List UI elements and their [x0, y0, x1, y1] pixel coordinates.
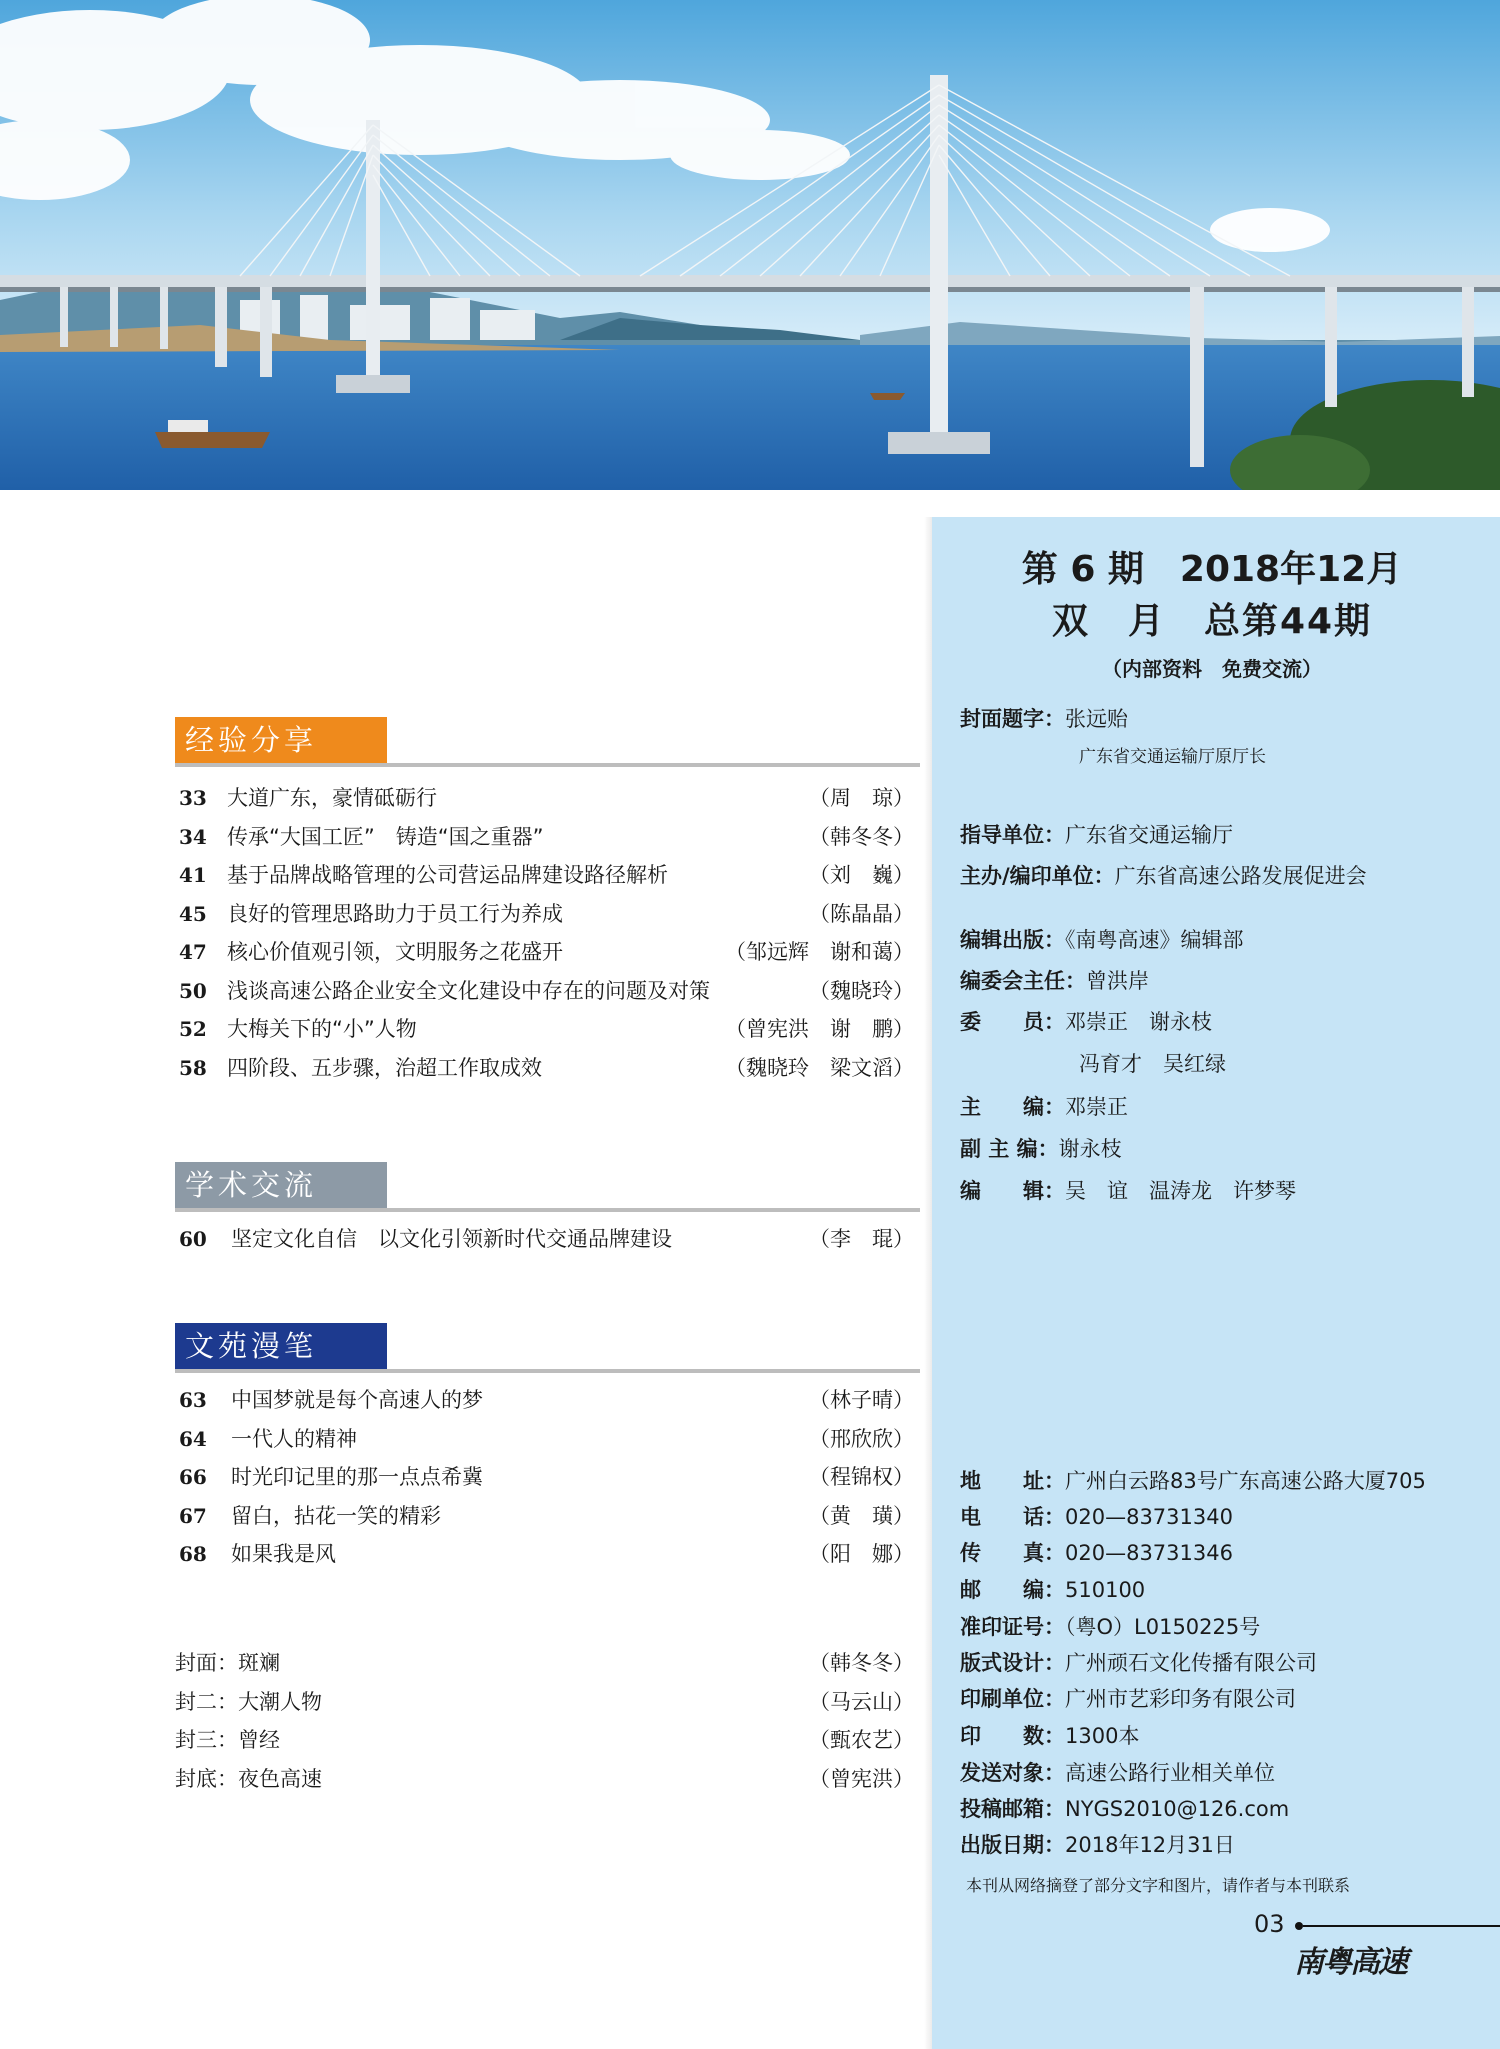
contact-phone: [960, 1501, 1233, 1531]
cover-title-credit: [960, 703, 1128, 733]
contact-postcode: [960, 1574, 1145, 1604]
contact-email[interactable]: [960, 1793, 1289, 1823]
toc-author: （李 琨）: [809, 1227, 914, 1251]
contact-label: 邮 编：: [960, 1578, 1065, 1602]
contact-label: 版式设计：: [960, 1651, 1065, 1675]
cover-credit-author: （甄农艺）: [809, 1728, 914, 1752]
toc-row[interactable]: [175, 1458, 920, 1497]
host-value: 广东省高速公路发展促进会: [1114, 864, 1367, 888]
contact-label: 印刷单位：: [960, 1687, 1065, 1711]
committee-value: 曾洪岸: [1086, 969, 1149, 993]
deputy-editor: [960, 1133, 1122, 1163]
toc-title: 基于品牌战略管理的公司营运品牌建设路径解析: [227, 863, 668, 887]
section-academic: [175, 1162, 920, 1259]
contact-label: 地 址：: [960, 1469, 1065, 1493]
issue-note: （内部资料 免费交流）: [1102, 657, 1322, 681]
panel-edge-shadow: [924, 517, 932, 2049]
editors-label: 编 辑：: [960, 1179, 1065, 1203]
toc-author: （程锦权）: [809, 1465, 914, 1489]
contact-value: 广州顽石文化传播有限公司: [1065, 1651, 1317, 1675]
section-rule: [175, 1369, 920, 1373]
publisher-value: 《南粤高速》编辑部: [1065, 928, 1244, 952]
host-label: 主办/编印单位：: [960, 864, 1115, 888]
toc-title: 核心价值观引领，文明服务之花盛开: [227, 940, 563, 964]
toc-page: 63: [179, 1388, 207, 1412]
contact-value: 广州市艺彩印务有限公司: [1065, 1687, 1296, 1711]
contact-value: 2018年12月31日: [1065, 1833, 1235, 1857]
contact-value: 1300本: [1065, 1724, 1140, 1748]
host-unit: [960, 860, 1367, 890]
toc-page: 52: [179, 1017, 207, 1041]
section-rule: [175, 763, 920, 767]
section-heading: 学术交流: [185, 1168, 318, 1202]
toc-row[interactable]: [175, 1010, 920, 1049]
toc-author: （魏晓玲 梁文滔）: [725, 1055, 914, 1080]
guide-label: 指导单位：: [960, 823, 1065, 847]
toc-title: 时光印记里的那一点点希冀: [231, 1465, 483, 1489]
cover-credit-label: 封底：夜色高速: [175, 1766, 322, 1791]
cover-credits: [175, 1644, 920, 1798]
toc-page: 41: [179, 863, 207, 887]
members-label: 委 员：: [960, 1010, 1065, 1034]
toc-page: 50: [179, 978, 207, 1003]
members-value: 邓崇正 谢永枝: [1065, 1010, 1212, 1034]
toc-title: 大梅关下的“小”人物: [227, 1017, 417, 1041]
toc-title: 大道广东，豪情砥砺行: [227, 786, 437, 810]
section-experience: [175, 717, 920, 1087]
cover-credit-label: 封面：斑斓: [175, 1651, 280, 1675]
cover-credit-author: （曾宪洪）: [809, 1766, 914, 1791]
cover-credit-author: （韩冬冬）: [809, 1651, 914, 1675]
contact-audience: [960, 1757, 1275, 1787]
contact-value: 020—83731340: [1065, 1505, 1233, 1529]
toc-page: 34: [179, 824, 207, 849]
toc-page: 67: [179, 1503, 207, 1528]
toc-author: （韩冬冬）: [809, 824, 914, 849]
cover-credit-label: 封二：大潮人物: [175, 1689, 322, 1714]
contact-label: 印 数：: [960, 1724, 1065, 1748]
toc-title: 良好的管理思路助力于员工行为养成: [227, 901, 563, 926]
toc-row[interactable]: [175, 1049, 920, 1088]
toc-author: （周 琼）: [809, 786, 914, 810]
deputy-value: 谢永枝: [1058, 1137, 1122, 1161]
section-rule: [175, 1208, 920, 1212]
contact-printer: [960, 1683, 1296, 1713]
chief-value: 邓崇正: [1065, 1095, 1128, 1119]
cover-credit-author: （马云山）: [809, 1689, 914, 1714]
toc-author: （刘 巍）: [809, 863, 914, 887]
toc-row[interactable]: [175, 933, 920, 972]
members-value-2: 冯育才 吴红绿: [1079, 1052, 1226, 1076]
contact-label: 出版日期：: [960, 1833, 1065, 1857]
contact-label: 传 真：: [960, 1541, 1065, 1565]
page-rule: [1303, 1925, 1500, 1927]
toc-page: 66: [179, 1465, 207, 1489]
contact-value[interactable]: NYGS2010@126.com: [1065, 1797, 1290, 1821]
contact-address: [960, 1465, 1426, 1495]
masthead-panel: [932, 517, 1500, 2049]
issue-line-2: 双 月 总第44期: [1051, 601, 1373, 642]
hero-photo: [0, 0, 1500, 490]
section-tab: [175, 717, 387, 763]
toc-title: 如果我是风: [231, 1542, 336, 1566]
toc-title: 留白，拈花一笑的精彩: [231, 1503, 441, 1528]
cover-credit-row: [175, 1683, 920, 1722]
contact-publish-date: [960, 1829, 1235, 1859]
cover-title-label: 封面题字：: [960, 707, 1065, 731]
disclaimer: 本刊从网络摘登了部分文字和图片，请作者与本刊联系: [966, 1876, 1351, 1895]
editors: [960, 1175, 1296, 1205]
committee-members-2: [1079, 1048, 1226, 1078]
cover-credit-label: 封三：曾经: [175, 1728, 280, 1752]
toc-row[interactable]: [175, 972, 920, 1011]
contact-value: 高速公路行业相关单位: [1065, 1761, 1275, 1785]
toc-title: 浅谈高速公路企业安全文化建设中存在的问题及对策: [227, 978, 710, 1003]
committee-members: [960, 1006, 1212, 1036]
section-tab: [175, 1323, 387, 1369]
toc-row[interactable]: [175, 779, 920, 818]
contact-print-run: [960, 1720, 1139, 1750]
toc-author: （林子晴）: [809, 1388, 914, 1412]
publisher: [960, 924, 1244, 954]
toc-page: 68: [179, 1542, 207, 1566]
chief-editor: [960, 1091, 1128, 1121]
toc-title: 一代人的精神: [231, 1426, 357, 1451]
toc-author: （曾宪洪 谢 鹏）: [725, 1017, 914, 1041]
toc-page: 45: [179, 901, 207, 926]
deputy-label: 副 主 编：: [960, 1137, 1059, 1161]
toc-row[interactable]: [175, 1535, 920, 1574]
section-heading: 文苑漫笔: [185, 1329, 318, 1363]
page-dot: [1295, 1922, 1303, 1930]
cover-title-sub: [1079, 742, 1266, 767]
contact-value: 510100: [1065, 1578, 1146, 1602]
committee-label: 编委会主任：: [960, 969, 1086, 993]
toc-row[interactable]: [175, 895, 920, 934]
cover-credit-row: [175, 1721, 920, 1760]
editors-value: 吴 谊 温涛龙 许梦琴: [1065, 1179, 1296, 1203]
cover-credit-row: [175, 1760, 920, 1799]
section-heading: 经验分享: [185, 723, 318, 757]
issue-line: 第 6 期 2018年12月: [1021, 549, 1403, 590]
toc-title: 坚定文化自信 以文化引领新时代交通品牌建设: [231, 1227, 672, 1251]
toc-row[interactable]: [175, 818, 920, 857]
guide-unit: [960, 819, 1233, 849]
toc-author: （魏晓玲）: [809, 978, 914, 1003]
guide-value: 广东省交通运输厅: [1065, 823, 1233, 847]
page-number: 03: [1254, 1910, 1285, 1938]
contact-label: 准印证号：: [960, 1615, 1065, 1639]
toc-row[interactable]: [175, 1381, 920, 1420]
toc-author: （陈晶晶）: [809, 901, 914, 926]
toc-row[interactable]: [175, 1220, 920, 1259]
section-header: [175, 1323, 920, 1373]
contact-label: 发送对象：: [960, 1761, 1065, 1785]
publisher-label: 编辑出版：: [960, 928, 1065, 952]
section-header: [175, 1162, 920, 1212]
section-literary: [175, 1323, 920, 1574]
toc-row[interactable]: [175, 1420, 920, 1459]
contact-license: [960, 1611, 1260, 1641]
cover-title-value: 张远贻: [1065, 707, 1128, 731]
contact-layout-design: [960, 1647, 1317, 1677]
toc-row[interactable]: [175, 856, 920, 895]
contact-label: 电 话：: [960, 1505, 1065, 1529]
toc-title: 传承“大国工匠” 铸造“国之重器”: [227, 824, 544, 849]
toc-page: 60: [179, 1227, 207, 1251]
toc-author: （邢欣欣）: [809, 1426, 914, 1451]
toc-page: 58: [179, 1055, 207, 1080]
contact-fax: [960, 1537, 1233, 1567]
section-tab: [175, 1162, 387, 1208]
contact-value: （粤O）L0150225号: [1065, 1615, 1261, 1639]
toc-row[interactable]: [175, 1497, 920, 1536]
committee-director: [960, 965, 1149, 995]
magazine-logo: 南粤高速: [1294, 1945, 1406, 1980]
toc-title: 四阶段、五步骤，治超工作取成效: [227, 1055, 542, 1080]
toc-author: （黄 璜）: [809, 1503, 914, 1528]
toc-author: （阳 娜）: [809, 1542, 914, 1566]
toc-page: 33: [179, 786, 207, 810]
contact-label: 投稿邮箱：: [960, 1797, 1065, 1821]
contact-value: 020—83731346: [1065, 1541, 1233, 1565]
toc-author: （邹远辉 谢和蔼）: [725, 940, 914, 964]
section-header: [175, 717, 920, 767]
toc-page: 64: [179, 1426, 207, 1451]
contact-value: 广州白云路83号广东高速公路大厦705: [1065, 1469, 1426, 1493]
chief-label: 主 编：: [960, 1095, 1065, 1119]
toc-title: 中国梦就是每个高速人的梦: [231, 1388, 483, 1412]
toc-page: 47: [179, 940, 207, 964]
cover-title-sub-text: 广东省交通运输厅原厅长: [1079, 747, 1266, 767]
cover-credit-row: [175, 1644, 920, 1683]
